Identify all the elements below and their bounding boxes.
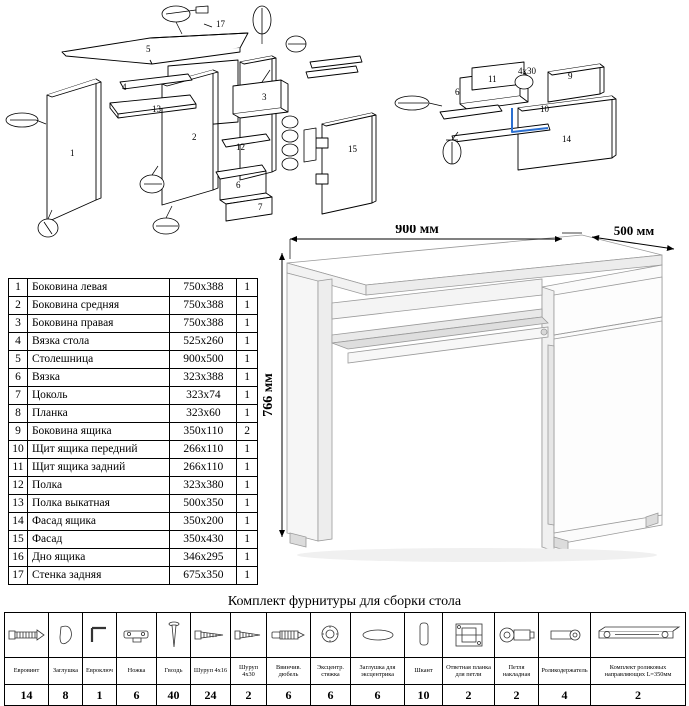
svg-text:13: 13 <box>152 104 161 114</box>
kit-item-label: Заглушка для эксцентрика <box>351 658 405 685</box>
svg-text:3: 3 <box>262 92 267 102</box>
hardware-kit-title: Комплект фурнитуры для сборки стола <box>227 594 462 609</box>
svg-text:766 мм: 766 мм <box>262 373 276 417</box>
kit-item-count: 2 <box>591 685 686 706</box>
kit-item-count: 6 <box>267 685 311 706</box>
kit-item-label: Шуруп 4х30 <box>231 658 267 685</box>
table-row <box>9 513 258 531</box>
part-index: 13 <box>9 495 28 513</box>
kit-item-label: Петля накладная <box>495 658 539 685</box>
euro-screw-icon <box>5 613 49 658</box>
kit-labels-row <box>5 658 686 685</box>
svg-text:2: 2 <box>192 132 197 142</box>
part-index: 8 <box>9 405 28 423</box>
part-name: Боковина ящика <box>27 423 170 441</box>
part-index: 7 <box>9 387 28 405</box>
part-name: Вязка стола <box>27 333 170 351</box>
part-size: 346х295 <box>170 549 237 567</box>
part-index: 11 <box>9 459 28 477</box>
part-name: Цоколь <box>27 387 170 405</box>
screw-4x30-icon <box>231 613 267 658</box>
dowel-icon <box>405 613 443 658</box>
part-qty: 1 <box>237 369 258 387</box>
part-qty: 2 <box>237 423 258 441</box>
part-size: 675х350 <box>170 567 237 585</box>
table-row <box>9 351 258 369</box>
svg-text:15: 15 <box>348 144 357 154</box>
part-name: Щит ящика задний <box>27 459 170 477</box>
part-qty: 1 <box>237 495 258 513</box>
hinge-plate-icon <box>443 613 495 658</box>
kit-item-label: Заглушка <box>49 658 83 685</box>
part-size: 266х110 <box>170 459 237 477</box>
part-size: 350х430 <box>170 531 237 549</box>
part-qty: 1 <box>237 387 258 405</box>
part-size: 323х380 <box>170 477 237 495</box>
svg-text:6: 6 <box>236 180 241 190</box>
kit-item-label: Евровинт <box>5 658 49 685</box>
part-size: 750х388 <box>170 297 237 315</box>
part-size: 350х110 <box>170 423 237 441</box>
part-index: 10 <box>9 441 28 459</box>
eccentric-icon <box>311 613 351 658</box>
kit-item-count: 2 <box>443 685 495 706</box>
kit-item-label: Шуруп 4х16 <box>191 658 231 685</box>
part-index: 16 <box>9 549 28 567</box>
kit-item-label: Гвоздь <box>157 658 191 685</box>
svg-text:4: 4 <box>122 82 127 92</box>
kit-item-label: Роликодержатель <box>539 658 591 685</box>
svg-text:4х30: 4х30 <box>518 66 536 76</box>
part-name: Боковина средняя <box>27 297 170 315</box>
table-row <box>9 459 258 477</box>
part-size: 900х500 <box>170 351 237 369</box>
kit-item-count: 40 <box>157 685 191 706</box>
svg-text:12: 12 <box>236 142 245 152</box>
part-qty: 1 <box>237 513 258 531</box>
svg-text:6: 6 <box>455 87 460 97</box>
table-row <box>9 495 258 513</box>
part-qty: 1 <box>237 297 258 315</box>
svg-text:10: 10 <box>540 104 549 114</box>
part-index: 1 <box>9 279 28 297</box>
part-name: Фасад ящика <box>27 513 170 531</box>
part-qty: 1 <box>237 459 258 477</box>
assembled-product-view <box>262 225 689 570</box>
svg-text:500 мм: 500 мм <box>613 225 655 238</box>
kit-item-label: Ввинчив. дюбель <box>267 658 311 685</box>
part-qty: 1 <box>237 405 258 423</box>
kit-item-count: 14 <box>5 685 49 706</box>
part-index: 2 <box>9 297 28 315</box>
table-row <box>9 387 258 405</box>
part-size: 525х260 <box>170 333 237 351</box>
part-qty: 1 <box>237 477 258 495</box>
part-size: 350х200 <box>170 513 237 531</box>
part-index: 9 <box>9 423 28 441</box>
nail-icon <box>157 613 191 658</box>
roller-holder-icon <box>539 613 591 658</box>
part-name: Фасад <box>27 531 170 549</box>
kit-item-count: 8 <box>49 685 83 706</box>
cap-icon <box>49 613 83 658</box>
svg-text:900 мм: 900 мм <box>395 225 439 237</box>
part-name: Полка выкатная <box>27 495 170 513</box>
table-row <box>9 405 258 423</box>
part-index: 12 <box>9 477 28 495</box>
part-size: 323х74 <box>170 387 237 405</box>
kit-item-count: 10 <box>405 685 443 706</box>
kit-item-label: Ответная планка для петли <box>443 658 495 685</box>
part-qty: 1 <box>237 279 258 297</box>
parts-table <box>8 278 258 585</box>
table-row <box>9 423 258 441</box>
svg-text:17: 17 <box>216 19 225 29</box>
foot-icon <box>117 613 157 658</box>
kit-item-label: Евроключ <box>83 658 117 685</box>
part-qty: 1 <box>237 567 258 585</box>
kit-item-count: 24 <box>191 685 231 706</box>
part-qty: 1 <box>237 441 258 459</box>
part-index: 15 <box>9 531 28 549</box>
part-qty: 1 <box>237 549 258 567</box>
kit-item-count: 2 <box>495 685 539 706</box>
part-index: 14 <box>9 513 28 531</box>
kit-item-label: Ножка <box>117 658 157 685</box>
part-index: 6 <box>9 369 28 387</box>
screw-4x16-icon <box>191 613 231 658</box>
exploded-diagram <box>0 0 689 248</box>
part-size: 750х388 <box>170 279 237 297</box>
part-size: 323х60 <box>170 405 237 423</box>
kit-item-count: 4 <box>539 685 591 706</box>
part-name: Щит ящика передний <box>27 441 170 459</box>
kit-item-count: 6 <box>117 685 157 706</box>
svg-text:5: 5 <box>146 44 151 54</box>
part-name: Столешница <box>27 351 170 369</box>
part-qty: 1 <box>237 333 258 351</box>
part-name: Боковина правая <box>27 315 170 333</box>
hinge-icon <box>495 613 539 658</box>
screw-in-icon <box>267 613 311 658</box>
parts-table-body <box>9 279 258 585</box>
svg-text:1: 1 <box>70 148 75 158</box>
table-row <box>9 369 258 387</box>
kit-item-label: Комплект роликовых направляющих L=350мм <box>591 658 686 685</box>
kit-icons-row <box>5 613 686 658</box>
table-row <box>9 549 258 567</box>
kit-item-count: 6 <box>351 685 405 706</box>
table-row <box>9 279 258 297</box>
part-name: Полка <box>27 477 170 495</box>
part-size: 266х110 <box>170 441 237 459</box>
svg-text:14: 14 <box>562 134 571 144</box>
table-row <box>9 441 258 459</box>
part-index: 17 <box>9 567 28 585</box>
kit-counts-row <box>5 685 686 706</box>
part-qty: 1 <box>237 315 258 333</box>
table-row <box>9 297 258 315</box>
kit-item-count: 2 <box>231 685 267 706</box>
svg-text:9: 9 <box>568 71 573 81</box>
part-index: 5 <box>9 351 28 369</box>
part-name: Стенка задняя <box>27 567 170 585</box>
part-qty: 1 <box>237 531 258 549</box>
part-index: 4 <box>9 333 28 351</box>
svg-text:7: 7 <box>258 202 263 212</box>
allen-key-icon <box>83 613 117 658</box>
table-row <box>9 531 258 549</box>
slide-set-icon <box>591 613 686 658</box>
table-row <box>9 567 258 585</box>
table-row <box>9 477 258 495</box>
part-size: 750х388 <box>170 315 237 333</box>
part-name: Вязка <box>27 369 170 387</box>
kit-item-label: Эксцентр. стяжка <box>311 658 351 685</box>
part-name: Боковина левая <box>27 279 170 297</box>
eccentric-cap-icon <box>351 613 405 658</box>
kit-item-count: 6 <box>311 685 351 706</box>
svg-text:11: 11 <box>488 74 497 84</box>
table-row <box>9 315 258 333</box>
table-row <box>9 333 258 351</box>
part-name: Планка <box>27 405 170 423</box>
kit-item-count: 1 <box>83 685 117 706</box>
hardware-kit-table <box>4 612 686 706</box>
part-qty: 1 <box>237 351 258 369</box>
part-index: 3 <box>9 315 28 333</box>
part-size: 500х350 <box>170 495 237 513</box>
part-size: 323х388 <box>170 369 237 387</box>
part-name: Дно ящика <box>27 549 170 567</box>
kit-item-label: Шкант <box>405 658 443 685</box>
